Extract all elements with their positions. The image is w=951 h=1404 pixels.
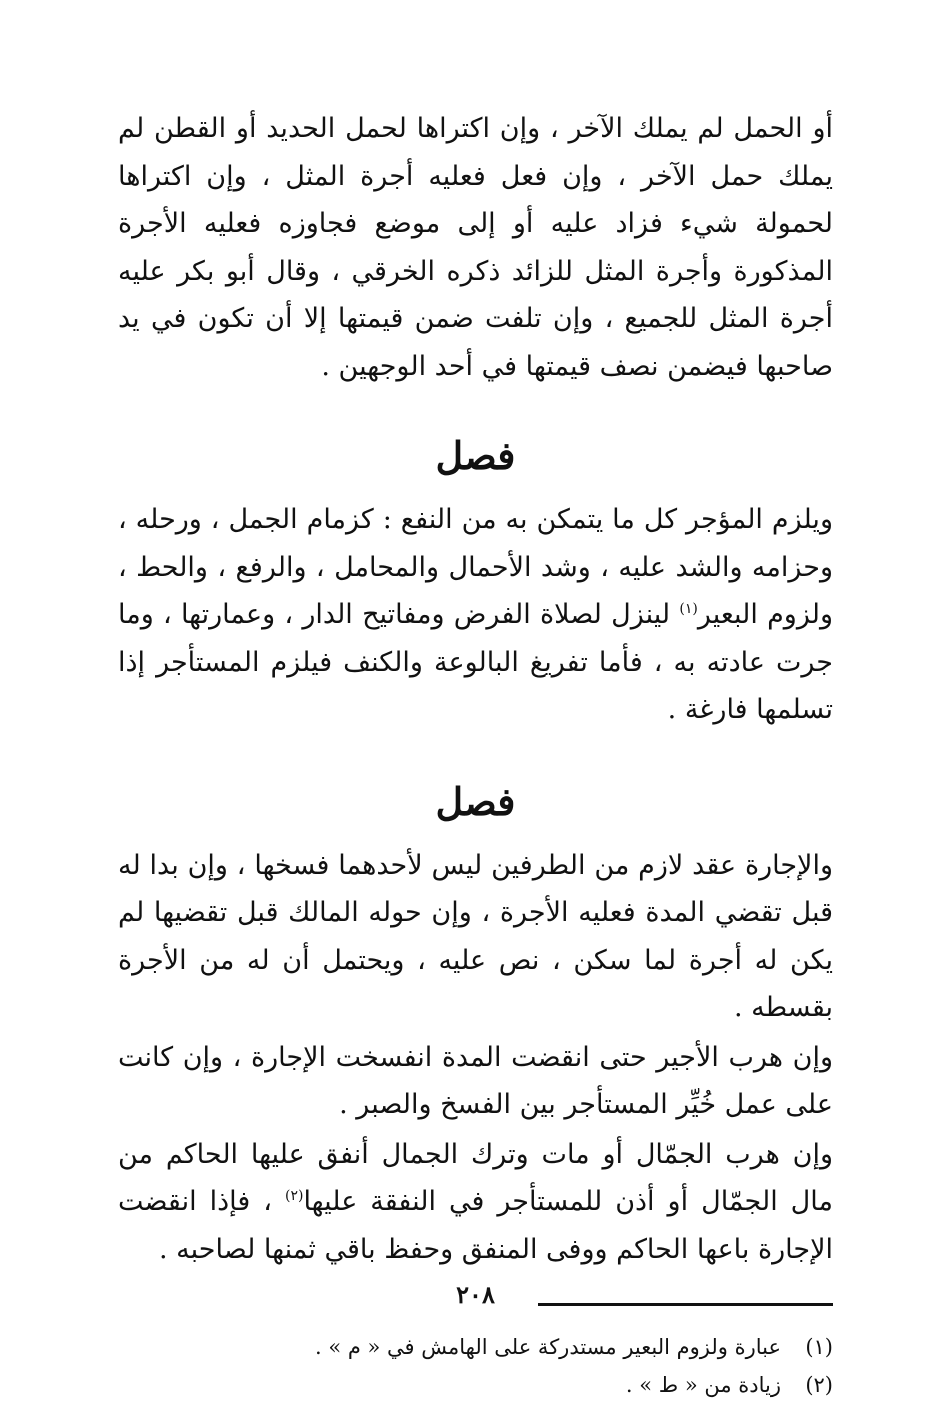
section-heading-1: فصل — [435, 433, 516, 478]
footnotes — [118, 1328, 833, 1404]
paragraph-1: أو الحمل لم يملك الآخر ، وإن اكتراها لحمل الحديد أو القطن لم يملك حمل الآخر ، وإن فعل فعليه أجرة المثل ، وإن اكتراها لحمولة شيء فزاد عليه أو إلى موضع فجاوزه فعليه الأجرة المذكورة وأجرة المثل للزائد ذكره الخرقي ، وقال أبو بكر عليه أجرة المثل للجميع ، وإن تلفت ضمن قيمتها إلا أن تكون في يد صاحبها فيضمن نصف قيمتها في أحد الوجهين . — [118, 113, 833, 382]
footnote-ref-1: (١) — [679, 601, 698, 617]
paragraph-2-text-b: لينزل لصلاة الفرض ومفاتيح الدار ، وعمارتها ، وما جرت عادته به ، فأما تفريغ البالوعة والكنف فيلزم المستأجر إذا تسلمها فارغة . — [118, 599, 833, 725]
paragraph-5 — [118, 1131, 833, 1274]
paragraph-2 — [118, 496, 833, 734]
footnote-1-number: (١) — [805, 1335, 833, 1359]
footnote-1 — [118, 1328, 833, 1366]
footnote-2-number: (٢) — [805, 1373, 833, 1397]
footnote-2-text: زيادة من « ط » . — [625, 1373, 781, 1397]
paragraph-5-text-a: وإن هرب الجمّال أو مات وترك الجمال أنفق عليها الحاكم من مال الجمّال أو أذن للمستأجر في النفقة عليها — [118, 1138, 833, 1217]
page-body — [118, 105, 833, 1404]
paragraph-4: وإن هرب الأجير حتى انقضت المدة انفسخت الإجارة ، وإن كانت على عمل خُيِّر المستأجر بين الفسخ والصبر . — [118, 1041, 833, 1120]
footnote-1-text: عبارة ولزوم البعير مستدركة على الهامش في « م » . — [314, 1335, 781, 1359]
paragraph-3: والإجارة عقد لازم من الطرفين ليس لأحدهما فسخها ، وإن بدا له قبل تقضي المدة فعليه الأجرة ، وإن حوله المالك قبل تقضيها لم يكن له أجرة لما سكن ، نص عليه ، ويحتمل أن له من الأجرة بقسطه . — [118, 849, 833, 1023]
footnote-ref-2: (٢) — [284, 1188, 304, 1204]
paragraph-2-text-a: ويلزم المؤجر كل ما يتمكن به من النفع : كزمام الجمل ، ورحله ، وحزامه والشد عليه ، وشد الأحمال والمحامل ، والرفع ، والحط ، ولزوم البعير — [118, 504, 833, 630]
section-heading-2: فصل — [435, 778, 516, 824]
page-number: ٢٠٨ — [456, 1280, 495, 1309]
paragraph-5-text-b: ، فإذا انقضت الإجارة باعها الحاكم ووفى المنفق وحفظ باقي ثمنها لصاحبه . — [118, 1186, 833, 1265]
